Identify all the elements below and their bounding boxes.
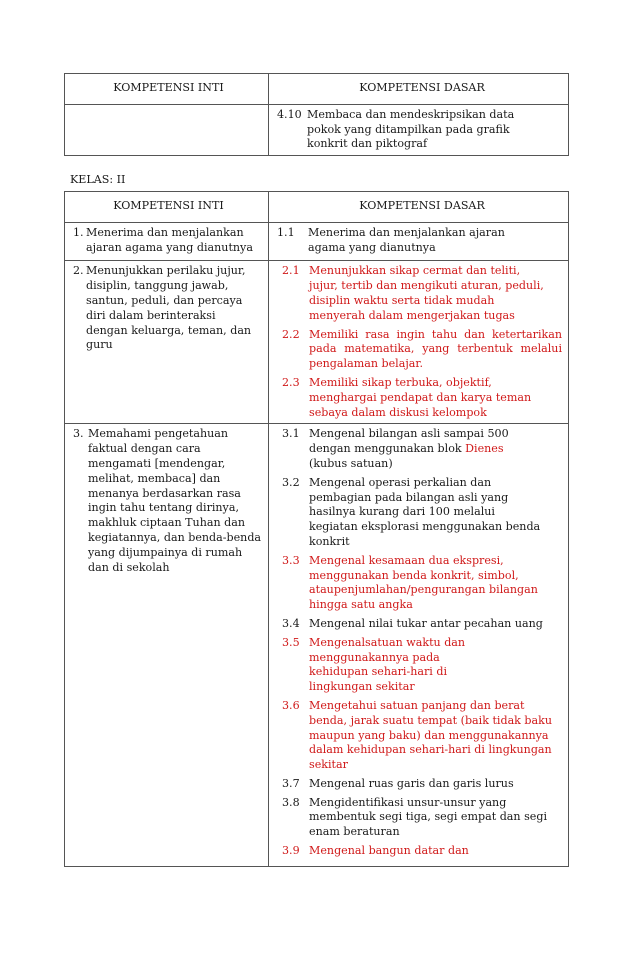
kd-text: Mengidentifikasi unsur-unsur yang membentuk segi tiga, segi empat dan segi enam beraturan — [309, 795, 547, 839]
ki-cell — [65, 261, 269, 423]
ki-cell — [65, 424, 269, 866]
kelas-label: KELAS: II — [70, 173, 126, 186]
kd-text: Membaca dan mendeskripsikan data pokok yang ditampilkan pada grafik konkrit dan piktograf — [307, 107, 515, 151]
kd-number: 3.3 — [282, 553, 300, 567]
ki-number: 3. — [73, 427, 84, 441]
kd-text: Mengenal bangun datar dan — [309, 844, 469, 858]
kd-number: 4.10 — [277, 107, 302, 121]
ki-number: 1. — [73, 225, 84, 239]
kd-number: 3.2 — [282, 475, 300, 489]
kd-number: 2.3 — [282, 375, 300, 389]
page-clip — [64, 0, 569, 885]
kd-item — [282, 427, 562, 471]
kd-item — [282, 617, 562, 632]
ki-item — [73, 427, 264, 575]
kd-text-highlight: Dienes — [465, 442, 504, 456]
kd-text-part: (kubus satuan) — [309, 456, 393, 470]
kd-item — [282, 554, 562, 613]
table-row-ki-2 — [65, 260, 568, 423]
header-kompetensi-dasar: KOMPETENSI DASAR — [359, 199, 485, 212]
kd-number: 3.1 — [282, 427, 300, 441]
kd-item — [282, 777, 562, 792]
kd-item — [277, 226, 562, 256]
kd-text: Mengenal operasi perkalian dan pembagian pada bilangan asli yang hasilnya kurang dari 100 melalui kegiatan eksplorasi menggunakan benda konkrit — [309, 475, 541, 548]
kd-number: 3.4 — [282, 616, 300, 630]
kd-text: Mengenal nilai tukar antar pecahan uang — [309, 616, 543, 630]
kd-item — [282, 699, 562, 773]
header-kompetensi-inti: KOMPETENSI INTI — [65, 192, 269, 222]
kd-text — [309, 427, 562, 471]
kd-cell — [269, 424, 568, 866]
kd-item — [282, 476, 562, 550]
kd-number: 3.8 — [282, 795, 300, 809]
kd-number: 3.5 — [282, 635, 300, 649]
ki-text: Memahami pengetahuan faktual dengan cara mengamati [mendengar, melihat, membaca] dan menanya berdasarkan rasa ingin tahu tentang dirinya, makhluk ciptaan Tuhan dan kegiatannya, dan benda-benda yang dijumpainya di rumah dan di sekolah — [88, 427, 262, 574]
kd-item — [282, 796, 562, 840]
header-kompetensi-inti: KOMPETENSI INTI — [65, 74, 269, 104]
kd-text: Memiliki rasa ingin tahu dan ketertarikan pada matematika, yang terbentuk melalui pengalaman belajar. — [309, 327, 562, 371]
kd-item — [282, 844, 562, 859]
table-row-ki-3 — [65, 423, 568, 866]
ki-text: Menerima dan menjalankan ajaran agama yang dianutnya — [86, 225, 253, 254]
kd-number: 3.7 — [282, 776, 300, 790]
header-kompetensi-dasar: KOMPETENSI DASAR — [359, 81, 485, 94]
kd-text-part: Mengenal bilangan asli sampai 500 dengan menggunakan blok — [309, 427, 509, 456]
kd-number: 3.6 — [282, 698, 300, 712]
kd-text: Mengenal ruas garis dan garis lurus — [309, 776, 514, 790]
ki-number: 2. — [73, 264, 84, 278]
kd-text: Mengetahui satuan panjang dan berat benda, jarak suatu tempat (baik tidak baku maupun yang baku) dan menggunakannya dalam kehidupan sehari-hari di lingkungan sekitar — [309, 698, 553, 772]
kd-cell — [269, 223, 568, 261]
kd-text: Menerima dan menjalankan ajaran agama yang dianutnya — [308, 225, 505, 254]
kd-number: 1.1 — [277, 225, 295, 239]
kd-text: Memiliki sikap terbuka, objektif, menghargai pendapat dan karya teman sebaya dalam diskusi kelompok — [309, 375, 532, 419]
table-row-ki-1 — [65, 222, 568, 261]
ki-item — [73, 264, 264, 353]
kd-text: Menunjukkan sikap cermat dan teliti, jujur, tertib dan mengikuti aturan, peduli, disiplin waktu serta tidak mudah menyerah dalam mengerjakan tugas — [309, 264, 544, 322]
kd-number: 2.2 — [282, 327, 300, 341]
kd-text: Mengenalsatuan waktu dan menggunakannya pada kehidupan sehari-hari di lingkungan sekitar — [309, 635, 466, 694]
ki-cell — [65, 223, 269, 261]
kd-text: Mengenal kesamaan dua ekspresi, menggunakan benda konkrit, simbol, ataupenjumlahan/pengurangan bilangan hingga satu angka — [309, 553, 538, 612]
table-header-row — [65, 192, 568, 222]
kd-item — [282, 376, 562, 420]
ki-item — [73, 226, 264, 256]
kd-item — [282, 264, 562, 323]
kd-item — [282, 636, 562, 695]
kompetensi-table-kelas-2 — [64, 191, 569, 867]
kd-number: 3.9 — [282, 844, 300, 858]
kd-item — [282, 328, 562, 372]
kd-number: 2.1 — [282, 264, 300, 278]
kd-cell — [269, 261, 568, 423]
ki-text: Menunjukkan perilaku jujur, disiplin, tanggung jawab, santun, peduli, dan percaya diri dalam berinteraksi dengan keluarga, teman, dan guru — [86, 264, 252, 352]
